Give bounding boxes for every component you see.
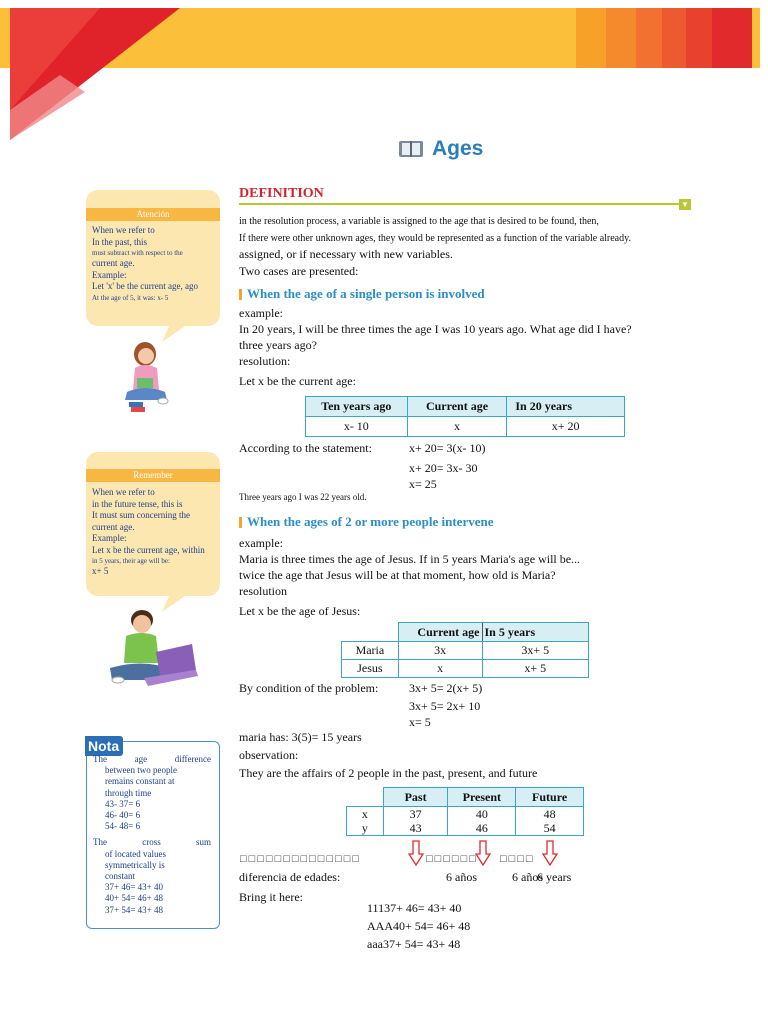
case1-heading	[239, 286, 485, 302]
table-header: Future	[516, 788, 584, 807]
table-cell: x+ 20	[507, 417, 625, 437]
nota-line: symmetrically is	[105, 859, 165, 870]
definition-title: DEFINITION	[239, 186, 324, 201]
nota-line: 46- 40= 6	[105, 810, 141, 821]
page-title	[398, 134, 483, 164]
nota-line: between two people	[105, 765, 177, 776]
remember-note-title: Remember	[86, 469, 220, 482]
nota-line: 40+ 54= 46+ 48	[105, 893, 163, 904]
nota-line: constant	[105, 871, 135, 882]
heading-marker	[239, 517, 242, 528]
case1-table	[305, 396, 625, 437]
table-header: Ten years ago	[306, 397, 408, 417]
table-cell: 46	[448, 822, 516, 836]
note-line: Let x be the current age, within	[92, 544, 205, 555]
note-line: In the past, this	[92, 236, 147, 247]
definition-line-3: assigned, or if necessary with new variables.	[239, 247, 453, 261]
header-banner	[0, 0, 768, 150]
note-line: When we refer to	[92, 225, 155, 235]
nota-word: The	[93, 754, 107, 764]
nota-word: age	[134, 754, 148, 764]
glyph-boxes-2: □□□□□□	[426, 853, 478, 865]
boy-laptop-illustration	[104, 608, 200, 690]
down-arrow-icon	[475, 840, 491, 866]
table-cell: 54	[516, 822, 584, 836]
nota-p1-first-line	[93, 754, 211, 765]
case2-equation-1: 3x+ 5= 2(x+ 5)	[409, 681, 483, 695]
table-cell: 3x+ 5	[482, 642, 588, 660]
case1-heading-text: When the age of a single person is involved	[247, 286, 485, 301]
table-cell: Maria	[342, 642, 399, 660]
table-cell: x	[407, 417, 507, 437]
case1-statement-label: According to the statement:	[239, 441, 372, 455]
age-difference-3: 6 years	[537, 870, 572, 884]
page-title-text: Ages	[432, 137, 484, 160]
table-cell: 48	[516, 807, 584, 822]
chevron-down-icon: ▼	[679, 199, 691, 210]
table-header: In 5 years	[482, 623, 588, 642]
ages-table	[346, 787, 584, 836]
case2-table	[341, 622, 589, 678]
case2-condition-label: By condition of the problem:	[239, 681, 379, 695]
case1-equation-2: x+ 20= 3x- 30	[409, 461, 478, 475]
case2-problem-line-1: Maria is three times the age of Jesus. If in 5 years Maria's age will be...	[239, 552, 581, 566]
table-cell: x- 10	[306, 417, 408, 437]
definition-line-1: in the resolution process, a variable is assigned to the age that is desired to be found, then,	[239, 216, 599, 227]
case2-maria-has: maria has: 3(5)= 15 years	[239, 730, 362, 744]
note-line: current age.	[92, 521, 135, 532]
cross-sum-3: aaa37+ 54= 43+ 48	[367, 937, 461, 951]
case2-heading-text: When the ages of 2 or more people intervene	[247, 514, 494, 529]
note-line: It must sum concerning the	[92, 510, 190, 520]
glyph-boxes-1: □□□□□□□□□□□□□□	[240, 853, 362, 865]
case2-resolution-label: resolution	[239, 584, 287, 598]
note-line: At the age of 5, it was: x- 5	[92, 293, 169, 302]
note-line: Example:	[92, 533, 127, 543]
note-line: current age.	[92, 258, 135, 268]
nota-word: The	[93, 837, 107, 848]
table-cell: x	[347, 807, 384, 822]
bring-here-label: Bring it here:	[239, 890, 303, 904]
nota-line: 37+ 46= 43+ 40	[105, 882, 163, 893]
table-cell: x+ 5	[482, 660, 588, 678]
note-line: must subtract with respect to the	[92, 249, 183, 257]
attention-note-title: Atención	[86, 208, 220, 221]
case2-example-label: example:	[239, 536, 283, 550]
table-corner	[342, 623, 399, 642]
table-cell: 40	[448, 807, 516, 822]
nota-tag: Nota	[85, 736, 123, 756]
nota-p1-lines	[93, 765, 211, 832]
cross-sum-1: 11137+ 46= 43+ 40	[367, 901, 462, 915]
case2-observation: They are the affairs of 2 people in the past, present, and future	[239, 766, 538, 780]
table-header: Present	[448, 788, 516, 807]
nota-body	[93, 754, 211, 916]
case2-observation-label: observation:	[239, 748, 299, 762]
note-line: Let 'x' be the current age, ago	[92, 281, 198, 291]
nota-line: of located values	[105, 848, 166, 859]
table-cell: 43	[383, 822, 448, 836]
case2-equation-2: 3x+ 5= 2x+ 10	[409, 699, 481, 713]
age-difference-label: diferencia de edades:	[239, 870, 341, 884]
down-arrow-icon	[542, 840, 558, 866]
case1-resolution-label: resolution:	[239, 354, 291, 368]
table-header: Past	[383, 788, 448, 807]
case1-equation-3: x= 25	[409, 477, 437, 491]
case1-problem-line-1: In 20 years, I will be three times the age I was 10 years ago. What age did I have?	[239, 322, 632, 336]
case2-problem-line-2: twice the age that Jesus will be at that moment, how old is Maria?	[239, 568, 556, 582]
book-icon	[398, 139, 424, 159]
note-line: x+ 5	[92, 566, 109, 576]
case1-let: Let x be the current age:	[239, 374, 356, 388]
table-cell: y	[347, 822, 384, 836]
note-line: in 5 years, their age will be:	[92, 557, 170, 565]
remember-note	[86, 452, 220, 596]
nota-line: remains constant at	[105, 776, 175, 787]
note-line: When we refer to	[92, 487, 155, 497]
table-cell: Jesus	[342, 660, 399, 678]
remember-note-body	[92, 487, 214, 578]
note-line: Example:	[92, 269, 127, 280]
nota-p2-lines	[93, 849, 211, 916]
cross-sum-2: AAA40+ 54= 46+ 48	[367, 919, 471, 933]
table-cell: 37	[383, 807, 448, 822]
attention-note	[86, 190, 220, 326]
table-corner	[347, 788, 384, 807]
table-cell: 3x	[398, 642, 482, 660]
nota-word: difference	[174, 754, 211, 764]
definition-line-4: Two cases are presented:	[239, 264, 359, 278]
heading-marker	[239, 289, 242, 300]
nota-note	[86, 738, 220, 929]
case1-equation-1: x+ 20= 3(x- 10)	[409, 441, 486, 455]
glyph-boxes-3: □□□□	[500, 853, 535, 865]
table-header: Current age	[407, 397, 507, 417]
nota-word: sum	[195, 837, 211, 848]
attention-note-body	[92, 225, 214, 303]
table-header: Current age	[398, 623, 482, 642]
case1-problem-line-2: three years ago?	[239, 338, 317, 352]
nota-line: 37+ 54= 43+ 48	[105, 904, 163, 915]
note-line: in the future tense, this is	[92, 498, 183, 509]
case1-example-label: example:	[239, 306, 283, 320]
definition-rule	[239, 203, 679, 205]
case1-conclusion: Three years ago I was 22 years old.	[239, 492, 367, 502]
age-difference-1: 6 años	[446, 870, 477, 884]
definition-line-2: If there were other unknown ages, they would be represented as a function of the variable already.	[239, 233, 631, 244]
table-header: In 20 years	[507, 397, 625, 417]
case2-let: Let x be the age of Jesus:	[239, 604, 361, 618]
nota-line: 54- 48= 6	[105, 821, 141, 832]
table-cell: x	[398, 660, 482, 678]
age-difference-2: 6 años	[512, 870, 543, 884]
down-arrow-icon	[408, 840, 424, 866]
nota-word: cross	[142, 837, 161, 848]
girl-reading-illustration	[115, 340, 175, 415]
nota-line: 43- 37= 6	[105, 798, 141, 809]
case2-equation-3: x= 5	[409, 715, 431, 729]
nota-p2-first-line	[93, 837, 211, 848]
case2-heading	[239, 514, 493, 530]
nota-line: through time	[105, 787, 152, 798]
